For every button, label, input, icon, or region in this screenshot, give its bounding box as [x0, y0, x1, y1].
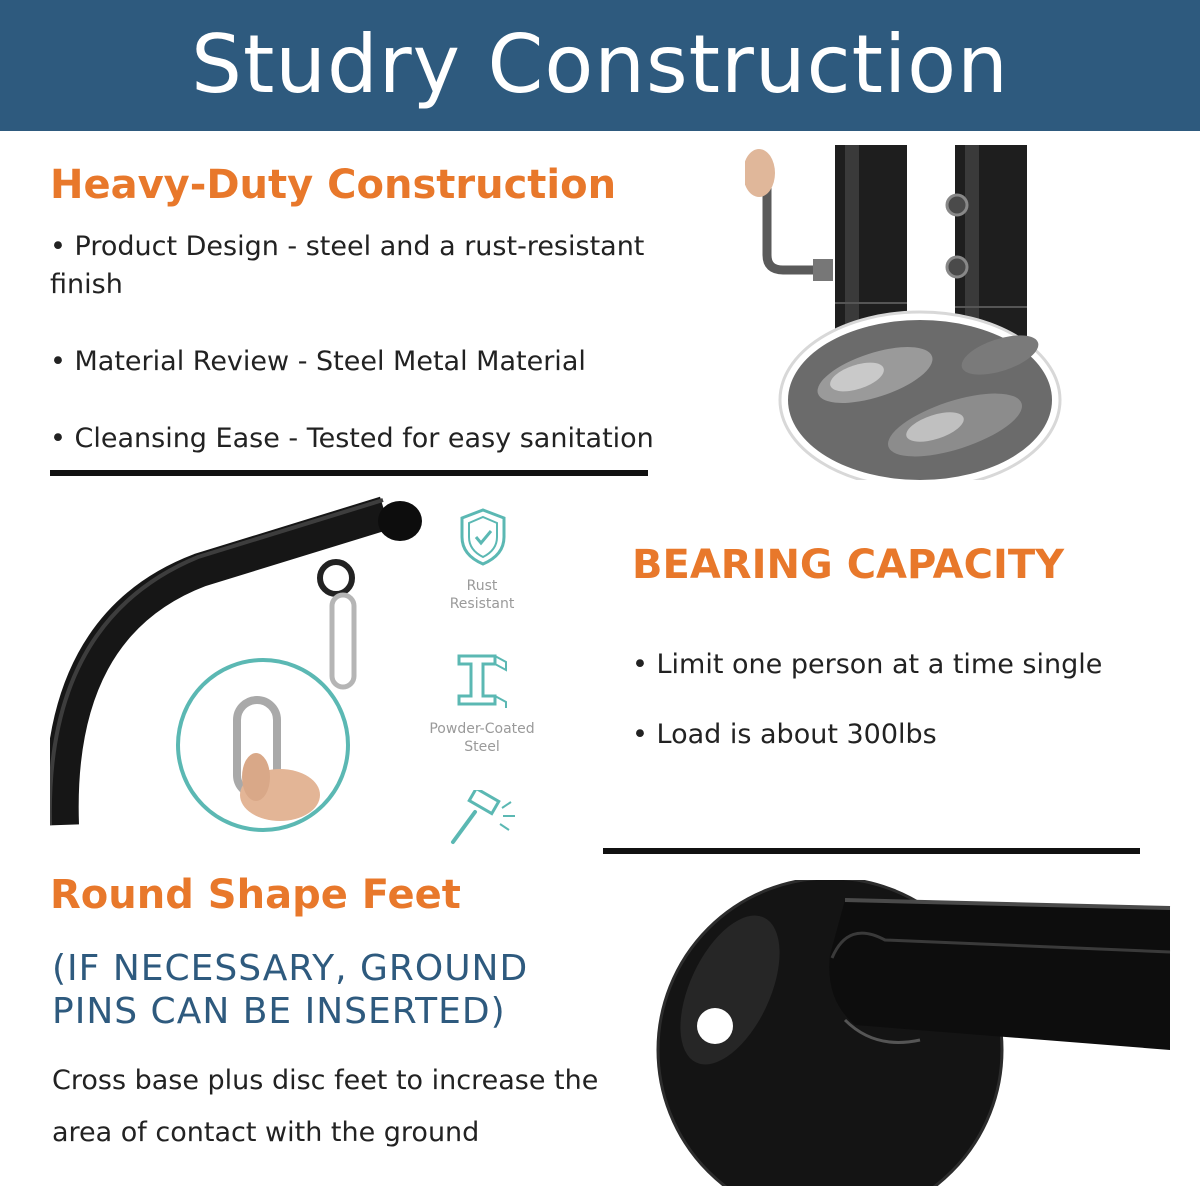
ground-pins-note-line1: (IF NECESSARY, GROUND [52, 948, 529, 989]
pole-assembly-photo [745, 145, 1080, 480]
disc-foot-photo [620, 880, 1180, 1186]
ground-pins-note-line2: PINS CAN BE INSERTED) [52, 991, 506, 1032]
bullet-product-design-line1: • Product Design - steel and a rust-resistant [50, 231, 645, 262]
bearing-capacity-heading: BEARING CAPACITY [632, 542, 1065, 588]
section-divider-top [50, 470, 648, 476]
bullet-product-design-line2: finish [50, 269, 123, 300]
round-feet-heading: Round Shape Feet [50, 872, 461, 918]
bullet-load-capacity: • Load is about 300lbs [632, 719, 937, 750]
hanging-arm-photo [50, 495, 430, 855]
heavy-duty-heading: Heavy-Duty Construction [50, 162, 617, 208]
rust-label-line2: Resistant [449, 596, 515, 612]
rust-label-line1: Rust [466, 578, 498, 594]
hammer-icon [445, 790, 520, 848]
page-title: Studry Construction [191, 18, 1009, 111]
feet-description-line2: area of contact with the ground [52, 1117, 480, 1148]
section-divider-middle [603, 848, 1140, 854]
title-banner [0, 0, 1200, 131]
bullet-cleansing-ease: • Cleansing Ease - Tested for easy sanitation [50, 423, 654, 454]
bullet-limit-one-person: • Limit one person at a time single [632, 649, 1103, 680]
steel-label-line2: Steel [464, 739, 500, 755]
bullet-material-review: • Material Review - Steel Metal Material [50, 346, 586, 377]
steel-beam-icon [455, 652, 510, 708]
feet-description-line1: Cross base plus disc feet to increase the [52, 1065, 599, 1096]
steel-label-line1: Powder-Coated [429, 721, 535, 737]
shield-check-icon [458, 507, 508, 567]
